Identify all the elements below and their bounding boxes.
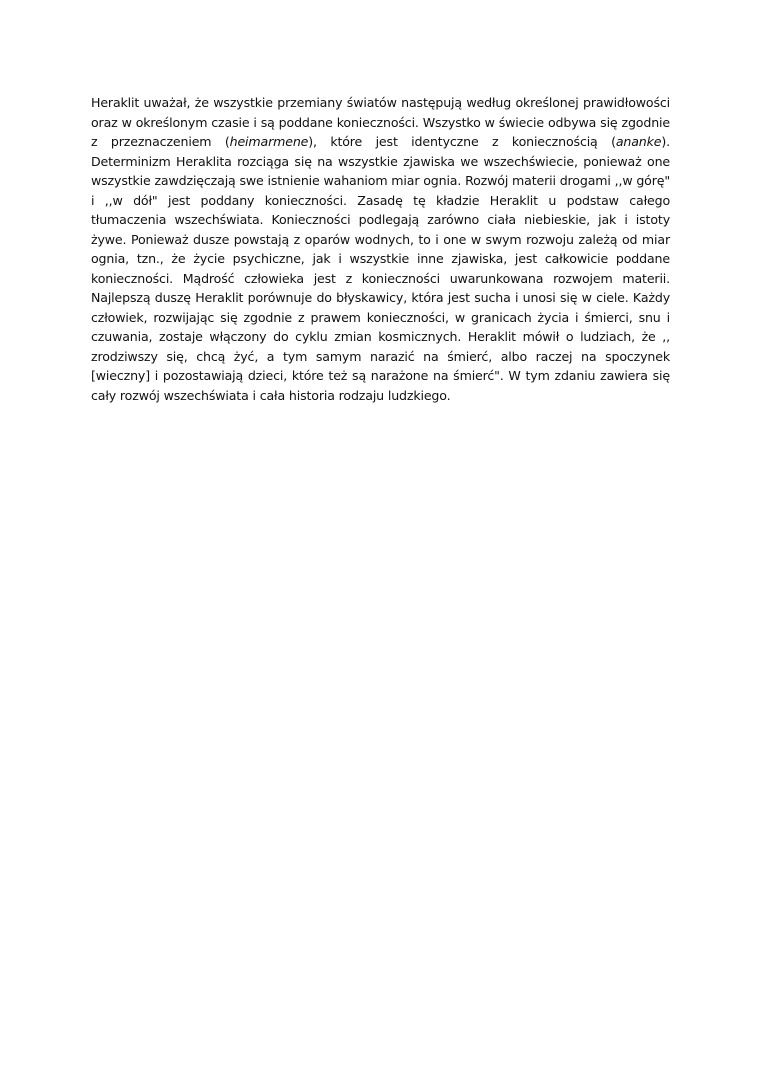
paragraph-text-part-2: ), które jest identyczne z koniecznością ( bbox=[308, 134, 616, 149]
term-heimarmene: heimarmene bbox=[229, 134, 309, 149]
term-ananke: ananke bbox=[615, 134, 662, 149]
body-paragraph bbox=[91, 93, 670, 405]
paragraph-text-part-3: ). Determinizm Heraklita rozciąga się na wszystkie zjawiska we wszechświecie, ponieważ one wszystkie zawdzięczają swe istnienie wahaniom miar ognia. Rozwój materii drogami ,,w górę" i ,,w dół" jest poddany konieczności. Zasadę tę kładzie Heraklit u podstaw całego tłumaczenia wszechświata. Konieczności podlegają zarówno ciała niebieskie, jak i istoty żywe. Ponieważ dusze powstają z oparów wodnych, to i one w swym rozwoju zależą od miar ognia, tzn., że życie psychiczne, jak i wszystkie inne zjawiska, jest całkowicie poddane konieczności. Mądrość człowieka jest z konieczności uwarunkowana rozwojem materii. Najlepszą duszę Heraklit porównuje do błyskawicy, która jest sucha i unosi się w ciele. Każdy człowiek, rozwijając się zgodnie z prawem konieczności, w granicach życia i śmierci, snu i czuwania, zostaje włączony do cyklu zmian kosmicznych. Heraklit mówił o ludziach, że ,, zrodziwszy się, chcą żyć, a tym samym narazić na śmierć, albo raczej na spoczynek [wieczny] i pozostawiają dzieci, które też są narażone na śmierć". W tym zdaniu zawiera się cały rozwój wszechświata i cała historia rodzaju ludzkiego. bbox=[91, 134, 670, 403]
paragraph-text-part-1: Heraklit uważał, że wszystkie przemiany światów następują według określonej prawidłowości oraz w określonym czasie i są poddane konieczności. Wszystko w świecie odbywa się zgodnie z przeznaczeniem ( bbox=[91, 95, 670, 149]
